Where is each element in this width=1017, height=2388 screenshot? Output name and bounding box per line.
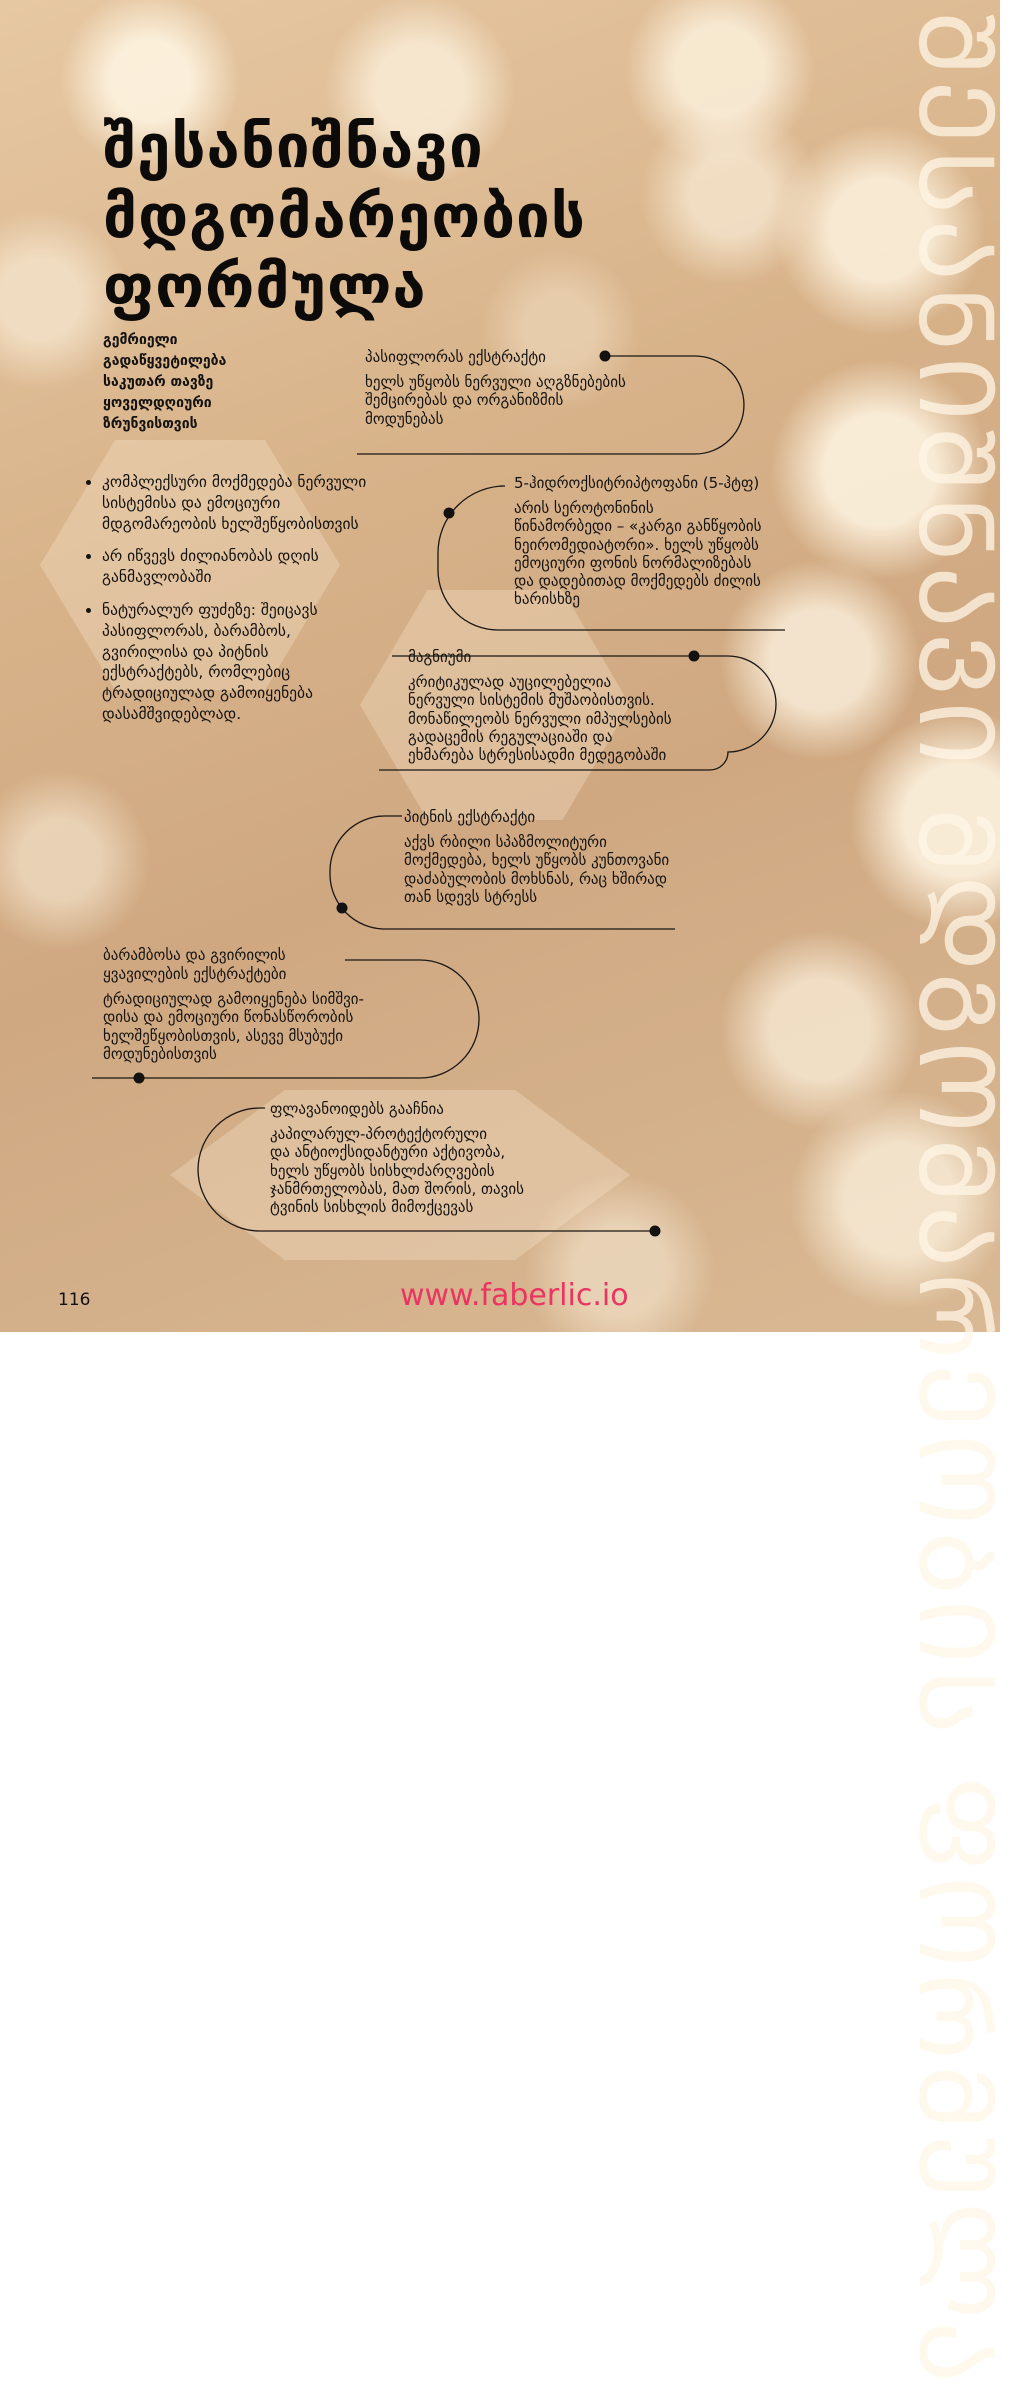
ingredient-passionflower bbox=[365, 348, 745, 428]
benefit-item: • არ იწვევს ძილიანობას დღის განმავლობაში bbox=[102, 546, 367, 588]
ingredient-text-line: ჯანმრთელობას, მათ შორის, თავის bbox=[270, 1179, 524, 1198]
ingredient-text-line: ტვინის სისხლის მიმოქცევას bbox=[270, 1198, 474, 1217]
ingredient-text-line: ტრადიციულად გამოიყენება სიმშვი- bbox=[103, 990, 364, 1008]
ingredient-text-line: გადაცემის რეგულაციაში და bbox=[408, 727, 613, 746]
ingredient-heading bbox=[103, 946, 473, 984]
subtitle-line: საკუთარ თავზე bbox=[103, 374, 214, 390]
ingredient-text-line: დაძაბულობის მოხსნას, რაც ხშირად bbox=[404, 869, 668, 888]
ingredient-text-line: ხარისხზე bbox=[514, 590, 580, 609]
ingredient-heading-line: ყვავილების ექსტრაქტები bbox=[103, 965, 287, 983]
ingredient-text-line: ნეირომედიატორი». ხელს უწყობს bbox=[514, 535, 759, 554]
ingredient-heading: 5-ჰიდროქსიტრიპტოფანი (5-ჰტფ) bbox=[514, 474, 760, 492]
benefit-item: • კომპლექსური მოქმედება ნერვული სისტემისა და ემოციური მდგომარეობის ხელშეწყობისთვის bbox=[102, 472, 367, 534]
ingredient-text-line: და ანტიოქსიდანტური აქტივობა, bbox=[270, 1143, 506, 1162]
connector-dot bbox=[650, 1226, 661, 1237]
ingredient-text-line: მოქმედება, ხელს უწყობს კუნთოვანი bbox=[404, 851, 670, 870]
page-title bbox=[103, 112, 586, 322]
ingredient-flavonoids bbox=[270, 1100, 650, 1216]
title-line: მდგომარეობის bbox=[103, 182, 586, 252]
ingredient-text-line: აქვს რბილი სპაზმოლიტური bbox=[404, 833, 607, 851]
subtitle bbox=[103, 330, 303, 435]
ingredient-text bbox=[408, 673, 788, 764]
ingredient-text-line: ხელს უწყობს ნერვული აღგზნებების bbox=[365, 373, 626, 391]
vertical-decor-text: ᲨᲔᲡᲐᲜᲘᲨᲜᲐᲕᲘ ᲛᲓᲒᲝᲛᲐᲠᲔᲝᲑᲘᲡ ᲤᲝᲠᲛᲣᲚᲐ bbox=[895, 10, 1017, 2388]
ingredient-heading: პასიფლორას ექსტრაქტი bbox=[365, 348, 546, 366]
ingredient-text-line: დისა და ემოციური წონასწორობის bbox=[103, 1008, 354, 1027]
ingredient-text-line: ხელს უწყობს სისხლძარღვების bbox=[270, 1161, 495, 1180]
ingredient-text-line: თან სდევს სტრესს bbox=[404, 887, 538, 906]
ingredient-text bbox=[514, 499, 874, 609]
connector-dot bbox=[337, 903, 348, 914]
ingredient-text bbox=[103, 990, 473, 1063]
ingredient-mint bbox=[404, 808, 784, 906]
ingredient-text-line: კაპილარულ-პროტექტორული bbox=[270, 1125, 487, 1143]
ingredient-text-line: ნერვული სისტემის მუშაობისთვის. bbox=[408, 691, 655, 710]
title-line: ფორმულა bbox=[103, 252, 427, 322]
ingredient-text-line: მონაწილეობს ნერვული იმპულსების bbox=[408, 709, 672, 728]
connector-dot bbox=[444, 508, 455, 519]
ingredient-heading: პიტნის ექსტრაქტი bbox=[404, 808, 536, 826]
ingredient-text-line: არის სეროტონინის bbox=[514, 499, 654, 517]
ingredient-magnesium bbox=[408, 648, 788, 764]
benefits-list bbox=[82, 472, 367, 737]
ingredient-text-line: ეხმარება სტრესისადმი მედეგობაში bbox=[408, 746, 667, 765]
subtitle-line: გადაწყვეტილება bbox=[103, 353, 227, 369]
ingredient-text bbox=[270, 1125, 650, 1216]
connector-dot bbox=[134, 1073, 145, 1084]
title-line: შესანიშნავი bbox=[103, 112, 484, 182]
benefit-item: • ნატურალურ ფუძეზე: შეიცავს პასიფლორას, ბარამბოს, გვირილისა და პიტნის ექსტრაქტებს, რომლებიც ტრადიციულად გამოიყენება დასამშვიდებლად. bbox=[102, 600, 367, 725]
ingredient-heading-line: ბარამბოსა და გვირილის bbox=[103, 946, 286, 964]
ingredient-text-line: კრიტიკულად აუცილებელია bbox=[408, 673, 612, 691]
ingredient-heading: ფლავანოიდებს გააჩნია bbox=[270, 1100, 444, 1118]
ingredient-text bbox=[365, 373, 745, 428]
website-link[interactable]: www.faberlic.io bbox=[400, 1278, 629, 1313]
ingredient-text-line: მოდუნებისთვის bbox=[103, 1044, 217, 1063]
ingredient-text-line: და დადებითად მოქმედებს ძილის bbox=[514, 572, 761, 591]
page-number: 116 bbox=[58, 1290, 91, 1310]
subtitle-line: გემრიელი bbox=[103, 332, 178, 348]
ingredient-heading: მაგნიუმი bbox=[408, 648, 472, 666]
ingredient-text-line: წინამორბედი – «კარგი განწყობის bbox=[514, 517, 762, 536]
ingredient-text-line: ემოციური ფონის ნორმალიზებას bbox=[514, 553, 752, 572]
ingredient-hops-chamomile bbox=[103, 946, 473, 1063]
ingredient-text-line: შემცირებას და ორგანიზმის bbox=[365, 391, 564, 410]
ingredient-text-line: მოდუნებას bbox=[365, 409, 444, 428]
ingredient-5htp bbox=[514, 474, 874, 609]
subtitle-line: ყოველდღიური bbox=[103, 395, 212, 411]
subtitle-line: ზრუნვისთვის bbox=[103, 416, 198, 432]
ingredient-text-line: ხელშეწყობისთვის, ასევე მსუბუქი bbox=[103, 1026, 344, 1045]
ingredient-text bbox=[404, 833, 784, 906]
